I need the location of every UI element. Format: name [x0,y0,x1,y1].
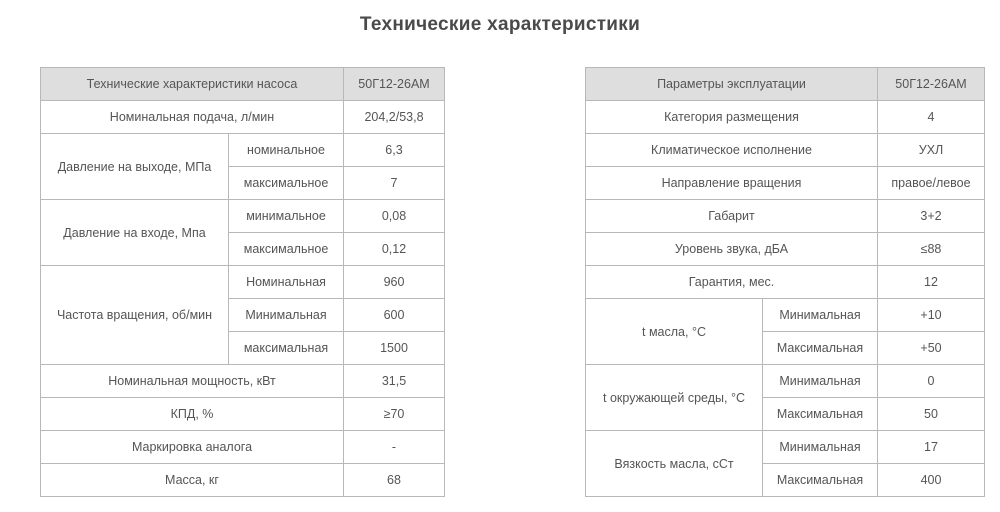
page-title: Технические характеристики [359,14,641,35]
row-label: Габарит [586,200,878,233]
table-row [41,398,445,431]
row-label: Уровень звука, дБА [586,233,878,266]
row-label: КПД, % [41,398,344,431]
table-row [586,200,985,233]
table-row [41,464,445,497]
table-row [586,299,985,332]
row-label: Маркировка аналога [41,431,344,464]
group-label: Давление на выходе, МПа [41,134,229,200]
table-row [41,101,445,134]
row-value: 7 [344,167,445,200]
sub-label: Максимальная [763,464,878,497]
row-value: 6,3 [344,134,445,167]
table-row [41,134,445,167]
row-value: 960 [344,266,445,299]
row-label: Категория размещения [586,101,878,134]
row-value: 0,08 [344,200,445,233]
sub-label: максимальное [229,167,344,200]
sub-label: Минимальная [763,299,878,332]
sub-label: минимальное [229,200,344,233]
sub-label: максимальное [229,233,344,266]
row-value: 600 [344,299,445,332]
row-value: - [344,431,445,464]
row-value: +50 [878,332,985,365]
table-row [586,266,985,299]
table-row [586,233,985,266]
group-label: t масла, °C [586,299,763,365]
row-value: 31,5 [344,365,445,398]
header-model: 50Г12-26АМ [878,68,985,101]
table-row [41,266,445,299]
table-header-row [586,68,985,101]
pump-specs-table [40,67,445,497]
sub-label: Максимальная [763,398,878,431]
row-label: Климатическое исполнение [586,134,878,167]
row-value: +10 [878,299,985,332]
header-model: 50Г12-26АМ [344,68,445,101]
row-value: 204,2/53,8 [344,101,445,134]
sub-label: Минимальная [763,365,878,398]
row-label: Номинальная подача, л/мин [41,101,344,134]
table-row [586,431,985,464]
row-value: 400 [878,464,985,497]
sub-label: Минимальная [763,431,878,464]
row-label: Направление вращения [586,167,878,200]
sub-label: Максимальная [763,332,878,365]
row-label: Гарантия, мес. [586,266,878,299]
sub-label: максимальная [229,332,344,365]
group-label: t окружающей среды, °C [586,365,763,431]
row-value: 50 [878,398,985,431]
table-row [586,101,985,134]
row-value: 12 [878,266,985,299]
row-value: 4 [878,101,985,134]
row-value: УХЛ [878,134,985,167]
row-value: ≥70 [344,398,445,431]
sub-label: номинальное [229,134,344,167]
row-label: Номинальная мощность, кВт [41,365,344,398]
table-header-row [41,68,445,101]
row-value: 68 [344,464,445,497]
group-label: Частота вращения, об/мин [41,266,229,365]
row-value: 0 [878,365,985,398]
sub-label: Номинальная [229,266,344,299]
header-param: Технические характеристики насоса [41,68,344,101]
row-value: 17 [878,431,985,464]
header-param: Параметры эксплуатации [586,68,878,101]
group-label: Вязкость масла, сСт [586,431,763,497]
row-value: 0,12 [344,233,445,266]
row-value: 1500 [344,332,445,365]
row-value: 3+2 [878,200,985,233]
table-row [586,365,985,398]
table-row [41,365,445,398]
table-row [586,167,985,200]
table-row [41,431,445,464]
table-row [586,134,985,167]
sub-label: Минимальная [229,299,344,332]
table-row [41,200,445,233]
row-value: ≤88 [878,233,985,266]
row-value: правое/левое [878,167,985,200]
row-label: Масса, кг [41,464,344,497]
group-label: Давление на входе, Мпа [41,200,229,266]
operating-params-table [585,67,985,497]
